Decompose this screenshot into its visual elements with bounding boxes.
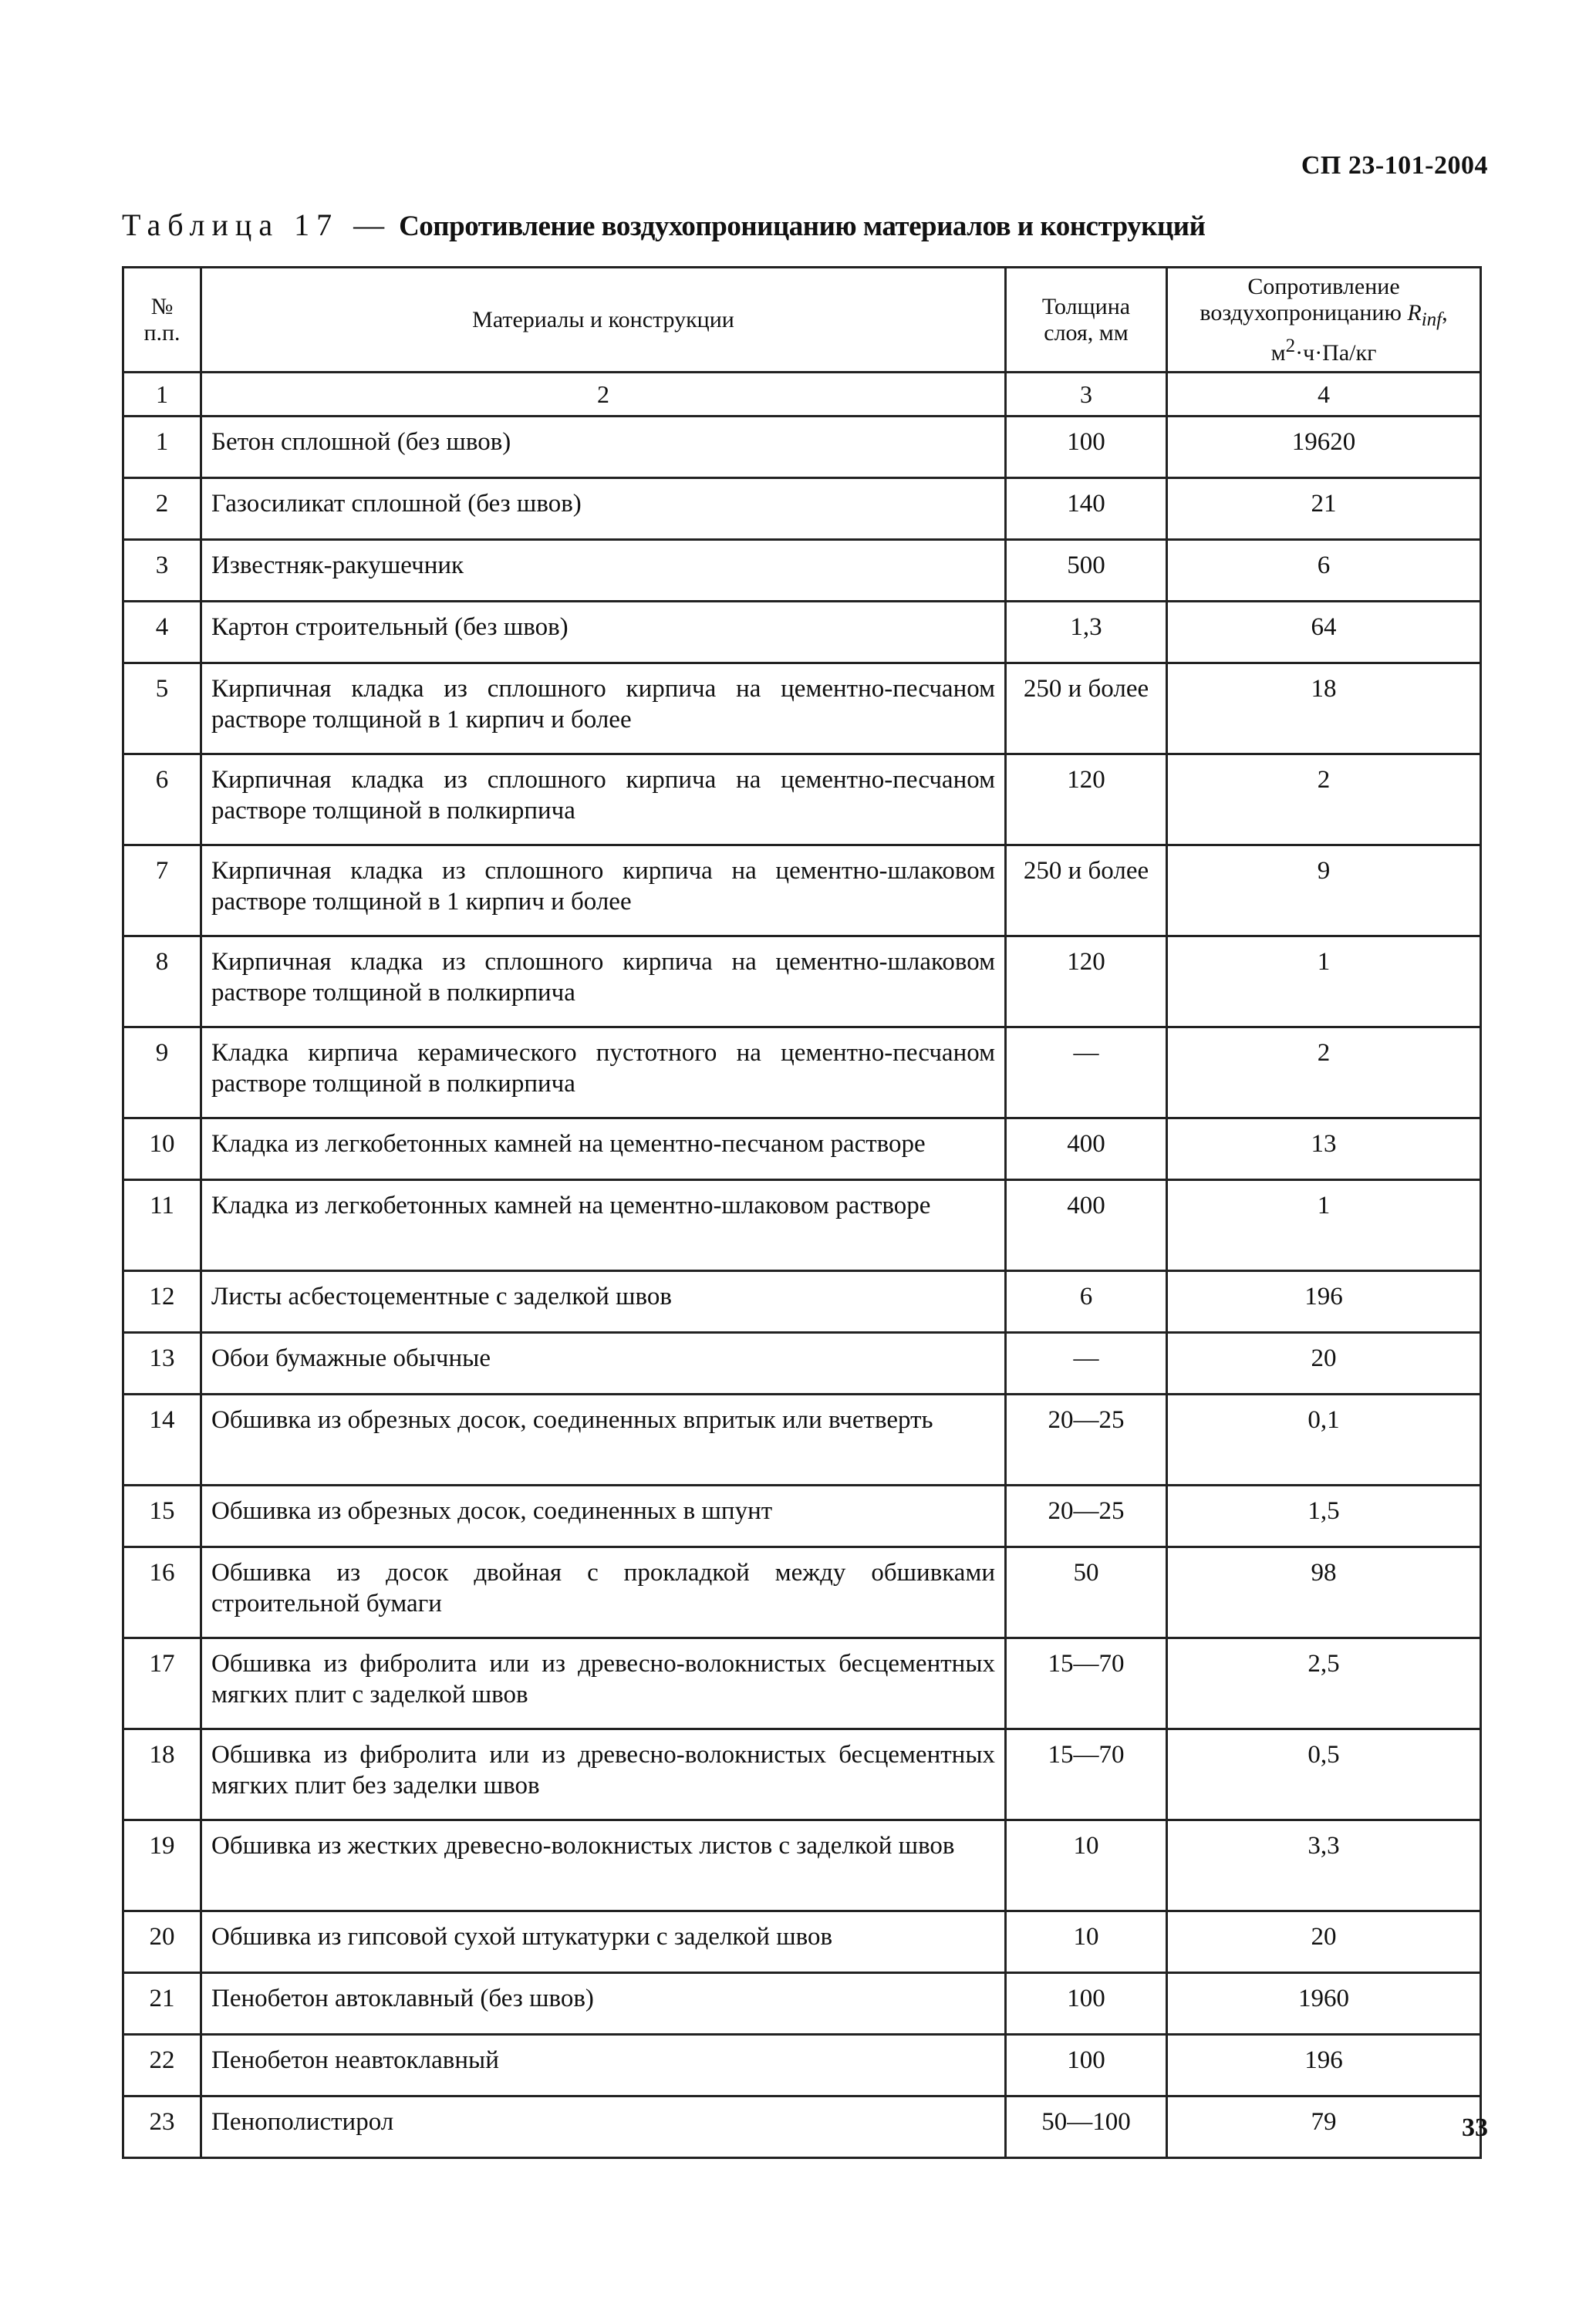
row-thickness: 400 — [1006, 1180, 1167, 1271]
row-number: 20 — [123, 1911, 201, 1973]
row-material: Пенобетон неавтоклавный — [201, 2035, 1006, 2096]
row-thickness: 100 — [1006, 2035, 1167, 2096]
row-thickness: 500 — [1006, 540, 1167, 602]
row-resistance: 20 — [1167, 1911, 1481, 1973]
row-resistance: 79 — [1167, 2096, 1481, 2158]
row-number: 21 — [123, 1973, 201, 2035]
row-thickness: 6 — [1006, 1271, 1167, 1333]
row-number: 14 — [123, 1395, 201, 1486]
table-row — [123, 1973, 1481, 2035]
row-material: Обшивка из фибролита или из древесно-волокнистых бесцементных мягких плит с заделкой швов — [201, 1638, 1006, 1729]
table-row — [123, 417, 1481, 478]
row-number: 17 — [123, 1638, 201, 1729]
row-material: Обшивка из гипсовой сухой штукатурки с заделкой швов — [201, 1911, 1006, 1973]
document-code: СП 23-101-2004 — [1301, 151, 1488, 180]
table-row — [123, 663, 1481, 754]
table-row — [123, 1333, 1481, 1395]
table-row — [123, 1027, 1481, 1118]
row-material: Бетон сплошной (без швов) — [201, 417, 1006, 478]
row-number: 19 — [123, 1820, 201, 1911]
row-thickness: 120 — [1006, 936, 1167, 1027]
row-resistance: 19620 — [1167, 417, 1481, 478]
row-number: 7 — [123, 845, 201, 936]
air-permeability-table — [122, 266, 1482, 2159]
row-resistance: 1,5 — [1167, 1486, 1481, 1547]
row-material: Кирпичная кладка из сплошного кирпича на цементно-шлаковом растворе толщиной в полкирпича — [201, 936, 1006, 1027]
table-row — [123, 1820, 1481, 1911]
row-thickness: 50—100 — [1006, 2096, 1167, 2158]
row-number: 11 — [123, 1180, 201, 1271]
column-number: 4 — [1167, 373, 1481, 417]
row-number: 4 — [123, 602, 201, 663]
header-material: Материалы и конструкции — [201, 268, 1006, 373]
row-material: Обшивка из обрезных досок, соединенных впритык или вчетверть — [201, 1395, 1006, 1486]
row-number: 8 — [123, 936, 201, 1027]
table-row — [123, 1180, 1481, 1271]
table-row — [123, 1638, 1481, 1729]
row-resistance: 13 — [1167, 1118, 1481, 1180]
table-row — [123, 1729, 1481, 1820]
row-resistance: 6 — [1167, 540, 1481, 602]
row-resistance: 196 — [1167, 1271, 1481, 1333]
table-header-row — [123, 268, 1481, 373]
row-material: Пенополистирол — [201, 2096, 1006, 2158]
row-thickness: 400 — [1006, 1118, 1167, 1180]
row-resistance: 98 — [1167, 1547, 1481, 1638]
table-row — [123, 2096, 1481, 2158]
row-thickness: 100 — [1006, 417, 1167, 478]
row-resistance: 18 — [1167, 663, 1481, 754]
row-resistance: 1960 — [1167, 1973, 1481, 2035]
table-row — [123, 1547, 1481, 1638]
row-material: Обшивка из фибролита или из древесно-волокнистых бесцементных мягких плит без заделки швов — [201, 1729, 1006, 1820]
row-thickness: — — [1006, 1333, 1167, 1395]
row-resistance: 1 — [1167, 936, 1481, 1027]
table-row — [123, 1486, 1481, 1547]
table-row — [123, 1395, 1481, 1486]
row-number: 5 — [123, 663, 201, 754]
table-row — [123, 1271, 1481, 1333]
column-number-row — [123, 373, 1481, 417]
table-row — [123, 1911, 1481, 1973]
row-thickness: 140 — [1006, 478, 1167, 540]
table-row — [123, 1118, 1481, 1180]
row-thickness: 10 — [1006, 1911, 1167, 1973]
row-resistance: 196 — [1167, 2035, 1481, 2096]
row-number: 13 — [123, 1333, 201, 1395]
row-material: Газосиликат сплошной (без швов) — [201, 478, 1006, 540]
row-resistance: 2 — [1167, 1027, 1481, 1118]
page-number: 33 — [1462, 2113, 1488, 2142]
table-row — [123, 602, 1481, 663]
row-material: Обшивка из досок двойная с прокладкой между обшивками строительной бумаги — [201, 1547, 1006, 1638]
row-resistance: 21 — [1167, 478, 1481, 540]
row-thickness: 250 и более — [1006, 663, 1167, 754]
row-thickness: 120 — [1006, 754, 1167, 845]
row-thickness: — — [1006, 1027, 1167, 1118]
row-material: Кирпичная кладка из сплошного кирпича на цементно-песчаном растворе толщиной в 1 кирпич и более — [201, 663, 1006, 754]
row-thickness: 10 — [1006, 1820, 1167, 1911]
row-thickness: 100 — [1006, 1973, 1167, 2035]
row-number: 9 — [123, 1027, 201, 1118]
row-number: 3 — [123, 540, 201, 602]
header-number: № п.п. — [123, 268, 201, 373]
row-material: Кладка из легкобетонных камней на цементно-шлаковом растворе — [201, 1180, 1006, 1271]
column-number: 2 — [201, 373, 1006, 417]
table-body — [123, 417, 1481, 2158]
table-caption-title: Сопротивление воздухопроницанию материалов и конструкций — [399, 211, 1206, 242]
row-resistance: 1 — [1167, 1180, 1481, 1271]
column-number: 3 — [1006, 373, 1167, 417]
row-number: 10 — [123, 1118, 201, 1180]
row-thickness: 50 — [1006, 1547, 1167, 1638]
column-number: 1 — [123, 373, 201, 417]
table-row — [123, 2035, 1481, 2096]
row-number: 6 — [123, 754, 201, 845]
row-number: 2 — [123, 478, 201, 540]
row-material: Листы асбестоцементные с заделкой швов — [201, 1271, 1006, 1333]
resistance-symbol: $R_{inf}$ — [1407, 299, 1442, 330]
row-material: Кирпичная кладка из сплошного кирпича на цементно-песчаном растворе толщиной в полкирпича — [201, 754, 1006, 845]
row-resistance: 2 — [1167, 754, 1481, 845]
row-thickness: 15—70 — [1006, 1729, 1167, 1820]
row-thickness: 1,3 — [1006, 602, 1167, 663]
table-row — [123, 936, 1481, 1027]
row-resistance: 0,1 — [1167, 1395, 1481, 1486]
header-resistance: Сопротивление воздухопроницанию $R_{inf}$, $м^2\cdot ч\cdot Па/кг$ — [1167, 268, 1481, 373]
row-resistance: 0,5 — [1167, 1729, 1481, 1820]
table-row — [123, 478, 1481, 540]
row-thickness: 20—25 — [1006, 1395, 1167, 1486]
table-row — [123, 754, 1481, 845]
row-material: Картон строительный (без швов) — [201, 602, 1006, 663]
row-number: 23 — [123, 2096, 201, 2158]
row-resistance: 9 — [1167, 845, 1481, 936]
table-row — [123, 845, 1481, 936]
row-thickness: 250 и более — [1006, 845, 1167, 936]
row-material: Обшивка из обрезных досок, соединенных в шпунт — [201, 1486, 1006, 1547]
table-caption — [122, 207, 1205, 243]
row-material: Обои бумажные обычные — [201, 1333, 1006, 1395]
row-resistance: 2,5 — [1167, 1638, 1481, 1729]
row-material: Пенобетон автоклавный (без швов) — [201, 1973, 1006, 2035]
row-thickness: 15—70 — [1006, 1638, 1167, 1729]
table-caption-label: Таблица 17 — — [122, 207, 392, 242]
row-number: 18 — [123, 1729, 201, 1820]
row-number: 15 — [123, 1486, 201, 1547]
row-material: Кирпичная кладка из сплошного кирпича на цементно-шлаковом растворе толщиной в 1 кирпич и более — [201, 845, 1006, 936]
row-number: 16 — [123, 1547, 201, 1638]
table-row — [123, 540, 1481, 602]
row-number: 1 — [123, 417, 201, 478]
row-number: 12 — [123, 1271, 201, 1333]
row-number: 22 — [123, 2035, 201, 2096]
row-resistance: 64 — [1167, 602, 1481, 663]
row-material: Известняк-ракушечник — [201, 540, 1006, 602]
row-material: Обшивка из жестких древесно-волокнистых листов с заделкой швов — [201, 1820, 1006, 1911]
row-material: Кладка кирпича керамического пустотного на цементно-песчаном растворе толщиной в полкирпича — [201, 1027, 1006, 1118]
header-thickness: Толщина слоя, мм — [1006, 268, 1167, 373]
row-thickness: 20—25 — [1006, 1486, 1167, 1547]
row-resistance: 20 — [1167, 1333, 1481, 1395]
row-material: Кладка из легкобетонных камней на цементно-песчаном растворе — [201, 1118, 1006, 1180]
row-resistance: 3,3 — [1167, 1820, 1481, 1911]
